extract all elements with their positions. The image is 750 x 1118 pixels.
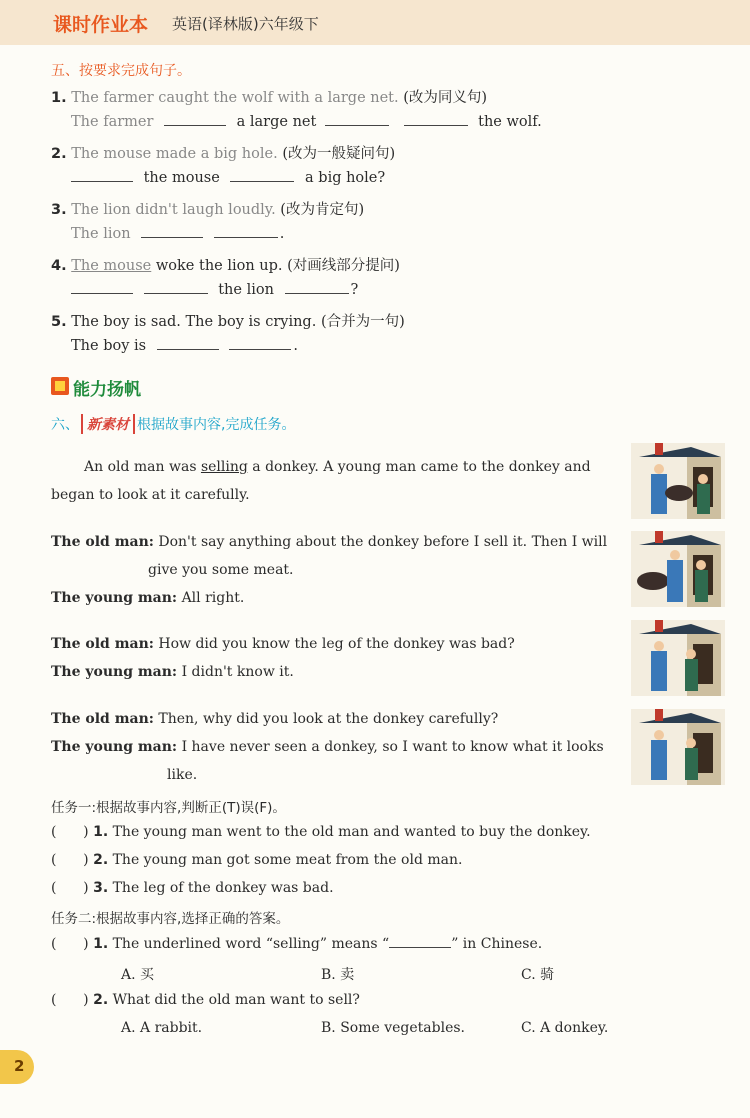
selling-underlined: selling <box>200 459 248 475</box>
q2-line <box>51 142 395 163</box>
banner-flag-icon <box>51 377 69 395</box>
answer-blank[interactable] <box>144 292 208 294</box>
q2-answer-end: a big hole? <box>305 170 386 186</box>
task2-q1-option-a[interactable]: A. 买 <box>121 967 155 983</box>
story-illustration-4 <box>631 709 725 785</box>
q1-number: 1. <box>51 90 67 106</box>
answer-paren[interactable]: ( ) <box>51 824 89 840</box>
task1-item-number: 3. <box>93 880 109 896</box>
book-title: 课时作业本 <box>53 14 149 36</box>
answer-paren[interactable]: ( ) <box>51 880 89 896</box>
q5-answer-line <box>71 338 298 354</box>
speaker-young-man: The young man: <box>51 590 178 606</box>
story-line-2: began to look at it carefully. <box>51 487 250 503</box>
speaker-young-man: The young man: <box>51 664 178 680</box>
answer-blank[interactable] <box>214 236 278 238</box>
q3-line <box>51 198 364 219</box>
answer-blank[interactable] <box>404 124 468 126</box>
dialog-line <box>51 711 498 727</box>
section6-prefix: 六、 <box>51 417 79 433</box>
task1-item-number: 1. <box>93 824 109 840</box>
q3-instruction: (改为肯定句) <box>280 202 365 218</box>
q4-answer-line <box>71 282 358 298</box>
dialog-line <box>51 739 604 755</box>
answer-blank[interactable] <box>285 292 349 294</box>
task2-q1-text-b: ” in Chinese. <box>451 936 543 952</box>
book-subtitle: 英语(译林版)六年级下 <box>172 15 319 33</box>
dialog-text: Then, why did you look at the donkey carefully? <box>158 711 499 727</box>
task2-q2 <box>51 992 360 1008</box>
q4-answer-mid: the lion <box>218 282 274 298</box>
story-line-1 <box>84 459 591 475</box>
speaker-old-man: The old man: <box>51 534 154 550</box>
q2-answer-line <box>71 170 385 186</box>
answer-blank[interactable] <box>71 180 133 182</box>
answer-paren[interactable]: ( ) <box>51 936 89 952</box>
q2-number: 2. <box>51 146 67 162</box>
dialog-line <box>51 590 244 606</box>
q4-instruction: (对画线部分提问) <box>287 258 400 274</box>
dialog-text: I have never seen a donkey, so I want to know what it looks <box>181 739 604 755</box>
task2-q2-text: What did the old man want to sell? <box>112 992 360 1008</box>
q5-number: 5. <box>51 314 67 330</box>
new-material-tag: 新素材 <box>81 414 135 434</box>
task2-q2-number: 2. <box>93 992 109 1008</box>
dialog-continuation: like. <box>167 767 198 783</box>
task1-item <box>51 852 462 868</box>
task2-q2-option-b[interactable]: B. Some vegetables. <box>321 1020 465 1036</box>
speaker-old-man: The old man: <box>51 711 154 727</box>
dialog-line <box>51 664 294 680</box>
answer-paren[interactable]: ( ) <box>51 852 89 868</box>
section5-title: 五、按要求完成句子。 <box>51 63 191 79</box>
story-illustration-2 <box>631 531 725 607</box>
q3-text: The lion didn't laugh loudly. <box>71 202 276 218</box>
speaker-old-man: The old man: <box>51 636 154 652</box>
banner-title: 能力扬帆 <box>73 380 141 400</box>
task1-item-text: The leg of the donkey was bad. <box>112 880 334 896</box>
answer-blank[interactable] <box>141 236 203 238</box>
task2-q2-option-c[interactable]: C. A donkey. <box>521 1020 609 1036</box>
q3-answer-end: . <box>279 226 285 242</box>
answer-blank[interactable] <box>229 348 291 350</box>
answer-blank[interactable] <box>164 124 226 126</box>
page-number: 2 <box>14 1057 25 1075</box>
story-illustration-1 <box>631 443 725 519</box>
q5-answer-prefix: The boy is <box>71 338 147 354</box>
section6-title-line <box>51 414 295 434</box>
q2-text: The mouse made a big hole. <box>71 146 278 162</box>
q1-answer-end: the wolf. <box>478 114 542 130</box>
task1-title: 任务一:根据故事内容,判断正(T)误(F)。 <box>51 800 286 816</box>
answer-blank[interactable] <box>157 348 219 350</box>
dialog-continuation: give you some meat. <box>148 562 294 578</box>
answer-blank[interactable] <box>230 180 294 182</box>
speaker-young-man: The young man: <box>51 739 178 755</box>
story-text: a donkey. A young man came to the donkey and <box>247 459 591 475</box>
section6-title: 根据故事内容,完成任务。 <box>137 417 296 433</box>
q1-instruction: (改为同义句) <box>403 90 488 106</box>
answer-blank[interactable] <box>325 124 389 126</box>
q1-text: The farmer caught the wolf with a large net. <box>71 90 399 106</box>
q3-answer-prefix: The lion <box>71 226 131 242</box>
task2-q2-option-a[interactable]: A. A rabbit. <box>121 1020 203 1036</box>
q1-answer-mid: a large net <box>236 114 317 130</box>
q5-line <box>51 310 405 331</box>
q3-number: 3. <box>51 202 67 218</box>
task2-q1-option-b[interactable]: B. 卖 <box>321 967 355 983</box>
answer-blank[interactable] <box>389 946 451 948</box>
q4-line <box>51 254 400 275</box>
task1-item-text: The young man got some meat from the old man. <box>112 852 463 868</box>
q4-answer-end: ? <box>350 282 359 298</box>
answer-blank[interactable] <box>71 292 133 294</box>
q1-line <box>51 86 487 107</box>
task1-item <box>51 880 334 896</box>
dialog-line <box>51 534 607 550</box>
task2-title: 任务二:根据故事内容,选择正确的答案。 <box>51 911 290 927</box>
q2-instruction: (改为一般疑问句) <box>282 146 396 162</box>
q4-text: woke the lion up. <box>151 258 283 274</box>
task2-q1-number: 1. <box>93 936 109 952</box>
task1-item-text: The young man went to the old man and wanted to buy the donkey. <box>112 824 591 840</box>
q3-answer-line <box>71 226 284 242</box>
task2-q1 <box>51 936 542 952</box>
dialog-line <box>51 636 515 652</box>
dialog-text: How did you know the leg of the donkey was bad? <box>158 636 515 652</box>
task2-q1-text-a: The underlined word “selling” means “ <box>112 936 390 952</box>
q5-text: The boy is sad. The boy is crying. <box>71 314 317 330</box>
q1-answer-line <box>71 114 542 130</box>
q2-answer-mid: the mouse <box>143 170 220 186</box>
page-number-badge <box>0 1050 34 1084</box>
story-illustration-3 <box>631 620 725 696</box>
q4-underlined: The mouse <box>71 258 152 274</box>
q4-number: 4. <box>51 258 67 274</box>
answer-paren[interactable]: ( ) <box>51 992 89 1008</box>
dialog-text: Don't say anything about the donkey before I sell it. Then I will <box>158 534 608 550</box>
q5-answer-end: . <box>293 338 298 354</box>
task2-q1-option-c[interactable]: C. 骑 <box>521 967 555 983</box>
story-text: An old man was <box>84 459 201 475</box>
dialog-text: I didn't know it. <box>181 664 294 680</box>
task1-item-number: 2. <box>93 852 109 868</box>
dialog-text: All right. <box>181 590 245 606</box>
q5-instruction: (合并为一句) <box>320 314 405 330</box>
q1-answer-prefix: The farmer <box>71 114 154 130</box>
task1-item <box>51 824 591 840</box>
